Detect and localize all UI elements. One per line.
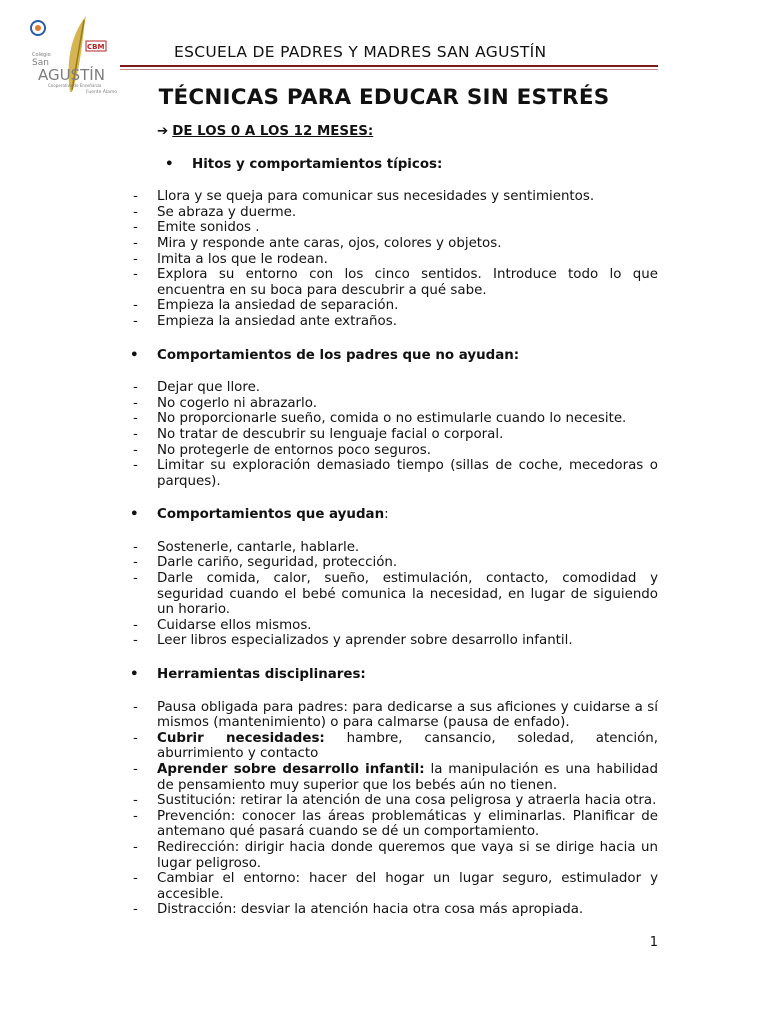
section-heading: • Hitos y comportamientos típicos:: [165, 157, 658, 173]
list-item: - Limitar su exploración demasiado tiempo (sillas de coche, mecedoras o parques).: [130, 458, 658, 489]
list-item: - Sostenerle, cantarle, hablarle.: [130, 540, 658, 556]
list-item: - Imita a los que le rodean.: [130, 252, 658, 268]
arrow-right-icon: ➔: [157, 124, 169, 139]
logo-san-text: San: [32, 58, 49, 68]
list-item: - Leer libros especializados y aprender sobre desarrollo infantil.: [130, 633, 658, 649]
logo-badge: CBM: [87, 43, 105, 51]
list-item: - Cuidarse ellos mismos.: [130, 618, 658, 634]
list-item: - No tratar de descubrir su lenguaje facial o corporal.: [130, 427, 658, 443]
section-list: [130, 700, 658, 918]
section-heading: • Comportamientos que ayudan:: [130, 507, 658, 523]
list-item: - No cogerlo ni abrazarlo.: [130, 396, 658, 412]
list-item: - Prevención: conocer las áreas problemáticas y eliminarlas. Planificar de antemano qué pasará cuando se dé un comportamiento.: [130, 809, 658, 840]
page-number: 1: [649, 935, 658, 950]
stage-label: DE LOS 0 A LOS 12 MESES:: [172, 124, 374, 139]
list-item: - Explora su entorno con los cinco sentidos. Introduce todo lo que encuentra en su boca para descubrir a qué sabe.: [130, 267, 658, 298]
stage-heading: [157, 124, 658, 140]
section-list: [130, 540, 658, 649]
section-heading: • Herramientas disciplinares:: [130, 667, 658, 683]
section-heading: • Comportamientos de los padres que no ayudan:: [130, 348, 658, 364]
logo-sub2-text: Fuente Álamo: [86, 90, 118, 95]
header-divider: [120, 65, 658, 70]
logo-sub1-text: Cooperativa de Enseñanza: [48, 83, 102, 88]
list-item: - Darle comida, calor, sueño, estimulación, contacto, comodidad y seguridad cuando el bebé comunica la necesidad, en lugar de siguiendo un horario.: [130, 571, 658, 618]
section-list: [130, 189, 658, 329]
document-body: [130, 124, 658, 918]
list-item: - Sustitución: retirar la atención de una cosa peligrosa y atraerla hacia otra.: [130, 793, 658, 809]
list-item: - Dejar que llore.: [130, 380, 658, 396]
logo-small-text: Colegio: [32, 52, 51, 58]
list-item: - Pausa obligada para padres: para dedicarse a sus aficiones y cuidarse a sí mismos (mantenimiento) o para calmarse (pausa de enfado).: [130, 700, 658, 731]
list-item: - No proporcionarle sueño, comida o no estimularle cuando lo necesite.: [130, 411, 658, 427]
list-item: - Llora y se queja para comunicar sus necesidades y sentimientos.: [130, 189, 658, 205]
list-item: - Distracción: desviar la atención hacia otra cosa más apropiada.: [130, 902, 658, 918]
logo-name-text: AGUSTÍN: [38, 66, 105, 84]
header-title: ESCUELA DE PADRES Y MADRES SAN AGUSTÍN: [174, 43, 547, 61]
list-item: - Darle cariño, seguridad, protección.: [130, 555, 658, 571]
list-item: - Aprender sobre desarrollo infantil: la manipulación es una habilidad de pensamiento muy superior que los bebés aún no tienen.: [130, 762, 658, 793]
list-item: - No protegerle de entornos poco seguros.: [130, 443, 658, 459]
list-item: - Se abraza y duerme.: [130, 205, 658, 221]
section-list: [130, 380, 658, 489]
list-item: - Mira y responde ante caras, ojos, colores y objetos.: [130, 236, 658, 252]
list-item: - Emite sonidos .: [130, 220, 658, 236]
list-item: - Redirección: dirigir hacia donde queremos que vaya si se dirige hacia un lugar peligroso.: [130, 840, 658, 871]
list-item: - Cambiar el entorno: hacer del hogar un lugar seguro, estimulador y accesible.: [130, 871, 658, 902]
list-item: - Empieza la ansiedad de separación.: [130, 298, 658, 314]
list-item: - Empieza la ansiedad ante extraños.: [130, 314, 658, 330]
document-title: TÉCNICAS PARA EDUCAR SIN ESTRÉS: [158, 85, 610, 110]
list-item: - Cubrir necesidades: hambre, cansancio, soledad, atención, aburrimiento y contacto: [130, 731, 658, 762]
